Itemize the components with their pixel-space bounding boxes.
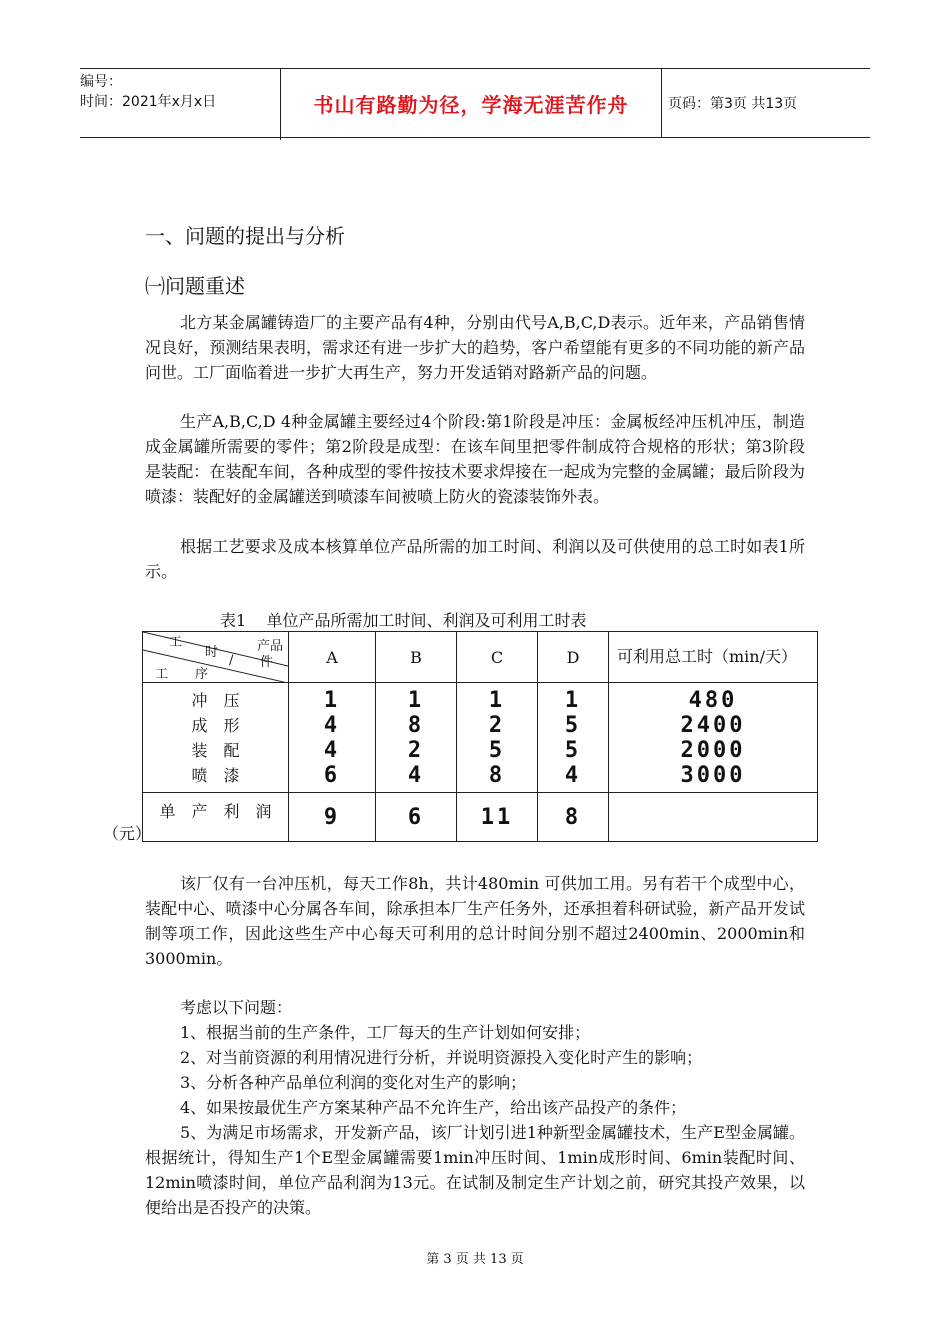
header-page-number: 页码：第3页 共13页 <box>668 96 798 112</box>
table-cell: 2000 <box>680 737 746 763</box>
profit-a: 9 <box>289 793 376 842</box>
subsection-heading: ㈠问题重述 <box>145 274 245 298</box>
corner-label-time: 时 <box>205 645 219 660</box>
column-b-values <box>376 683 457 793</box>
process-labels-cell <box>143 683 289 793</box>
table-cell: 4 <box>407 762 425 788</box>
header-motto: 书山有路勤为径，学海无涯苦作舟 <box>281 69 662 137</box>
question-item: 5、为满足市场需求，开发新产品，该厂计划引进1种新型金属罐技术，生产E型金属罐。根据统计，得知生产1个E型金属罐需要1min冲压时间、1min成形时间、6min装配时间、12min喷漆时间，单位产品利润为13元。在试制及制定生产计划之前，研究其投产效果，以便给出是否投产的决策。 <box>145 1123 805 1217</box>
table-cell: 4 <box>323 737 341 763</box>
question-item: 4、如果按最优生产方案某种产品不允许生产，给出该产品投产的条件； <box>180 1098 687 1117</box>
column-header-a: A <box>289 632 376 683</box>
table-cell: 4 <box>323 712 341 738</box>
table-cell: 8 <box>488 762 506 788</box>
header-meta <box>80 69 281 140</box>
question-item: 2、对当前资源的利用情况进行分析，并说明资源投入变化时产生的影响； <box>180 1048 703 1067</box>
column-header-available: 可利用总工时（min/天） <box>609 632 818 683</box>
profit-label: 单 产 利 润 <box>143 793 289 842</box>
available-values <box>609 683 818 793</box>
page-footer: 第 3 页 共 13 页 <box>426 1252 524 1267</box>
column-c-values <box>457 683 538 793</box>
data-table <box>142 631 818 842</box>
process-label: 装 配 <box>191 740 240 760</box>
table-cell: 1 <box>323 687 341 713</box>
question-item: 1、根据当前的生产条件，工厂每天的生产计划如何安排； <box>180 1023 591 1042</box>
table-caption: 表1 单位产品所需加工时间、利润及可利用工时表 <box>220 611 587 630</box>
process-label: 喷 漆 <box>191 765 240 785</box>
paragraph-1: 北方某金属罐铸造厂的主要产品有4种，分别由代号A,B,C,D表示。近年来，产品销售情况良好，预测结果表明，需求还有进一步扩大的趋势，客户希望能有更多的不同功能的新产品问世。工厂面临着进一步扩大再生产，努力开发适销对路新产品的问题。 <box>145 313 805 382</box>
table-cell: 5 <box>564 712 582 738</box>
table-cell: 4 <box>564 762 582 788</box>
column-d-values <box>538 683 609 793</box>
paragraph-3: 根据工艺要求及成本核算单位产品所需的加工时间、利润以及可供使用的总工时如表1所示。 <box>145 537 805 581</box>
section-heading: 一、问题的提出与分析 <box>145 224 345 248</box>
column-header-c: C <box>457 632 538 683</box>
table-cell: 1 <box>407 687 425 713</box>
profit-c: 11 <box>457 793 538 842</box>
column-a-values <box>289 683 376 793</box>
process-label: 冲 压 <box>191 690 240 710</box>
column-header-b: B <box>376 632 457 683</box>
table-cell: 3000 <box>680 762 746 788</box>
corner-label-process-2: 序 <box>195 667 209 682</box>
profit-empty-cell <box>609 793 818 842</box>
column-header-d: D <box>538 632 609 683</box>
corner-label-product: 产品 <box>257 639 284 654</box>
table-cell: 2 <box>488 712 506 738</box>
table-cell: 8 <box>407 712 425 738</box>
table-cell: 2 <box>407 737 425 763</box>
time-label: 时间：2021年x月x日 <box>80 94 217 110</box>
table-cell: 480 <box>688 687 738 713</box>
corner-label-piece: 件 <box>260 655 274 670</box>
table-cell: 2400 <box>680 712 746 738</box>
table-cell: 1 <box>488 687 506 713</box>
table-cell: 5 <box>564 737 582 763</box>
table-cell: 6 <box>323 762 341 788</box>
question-item: 3、分析各种产品单位利润的变化对生产的影响； <box>180 1073 527 1092</box>
corner-label-process-1: 工 <box>155 667 169 682</box>
questions-intro: 考虑以下问题： <box>180 998 293 1017</box>
page-header <box>80 68 870 138</box>
profit-d: 8 <box>538 793 609 842</box>
table-cell: 5 <box>488 737 506 763</box>
paragraph-2: 生产A,B,C,D 4种金属罐主要经过4个阶段:第1阶段是冲压：金属板经冲压机冲压，制造成金属罐所需要的零件；第2阶段是成型：在该车间里把零件制成符合规格的形状；第3阶段是装配：在装配车间，各种成型的零件按技术要求焊接在一起成为完整的金属罐；最后阶段为喷漆：装配好的金属罐送到喷漆车间被喷上防火的瓷漆装饰外表。 <box>145 412 805 506</box>
number-label: 编号： <box>80 74 122 90</box>
corner-label-top: 工 <box>169 635 183 650</box>
process-label: 成 形 <box>191 715 240 735</box>
paragraph-after-table: 该厂仅有一台冲压机，每天工作8h，共计480min 可供加工用。另有若干个成型中心，装配中心、喷漆中心分属各车间，除承担本厂生产任务外，还承担着科研试验，新产品开发试制等项工作，因此这些生产中心每天可利用的总计时间分别不超过2400min、2000min和3000min。 <box>145 874 805 968</box>
profit-b: 6 <box>376 793 457 842</box>
corner-label-slash: / <box>229 653 234 668</box>
table-corner-cell <box>143 632 289 683</box>
table-cell: 1 <box>564 687 582 713</box>
profit-unit: （元） <box>103 824 152 843</box>
